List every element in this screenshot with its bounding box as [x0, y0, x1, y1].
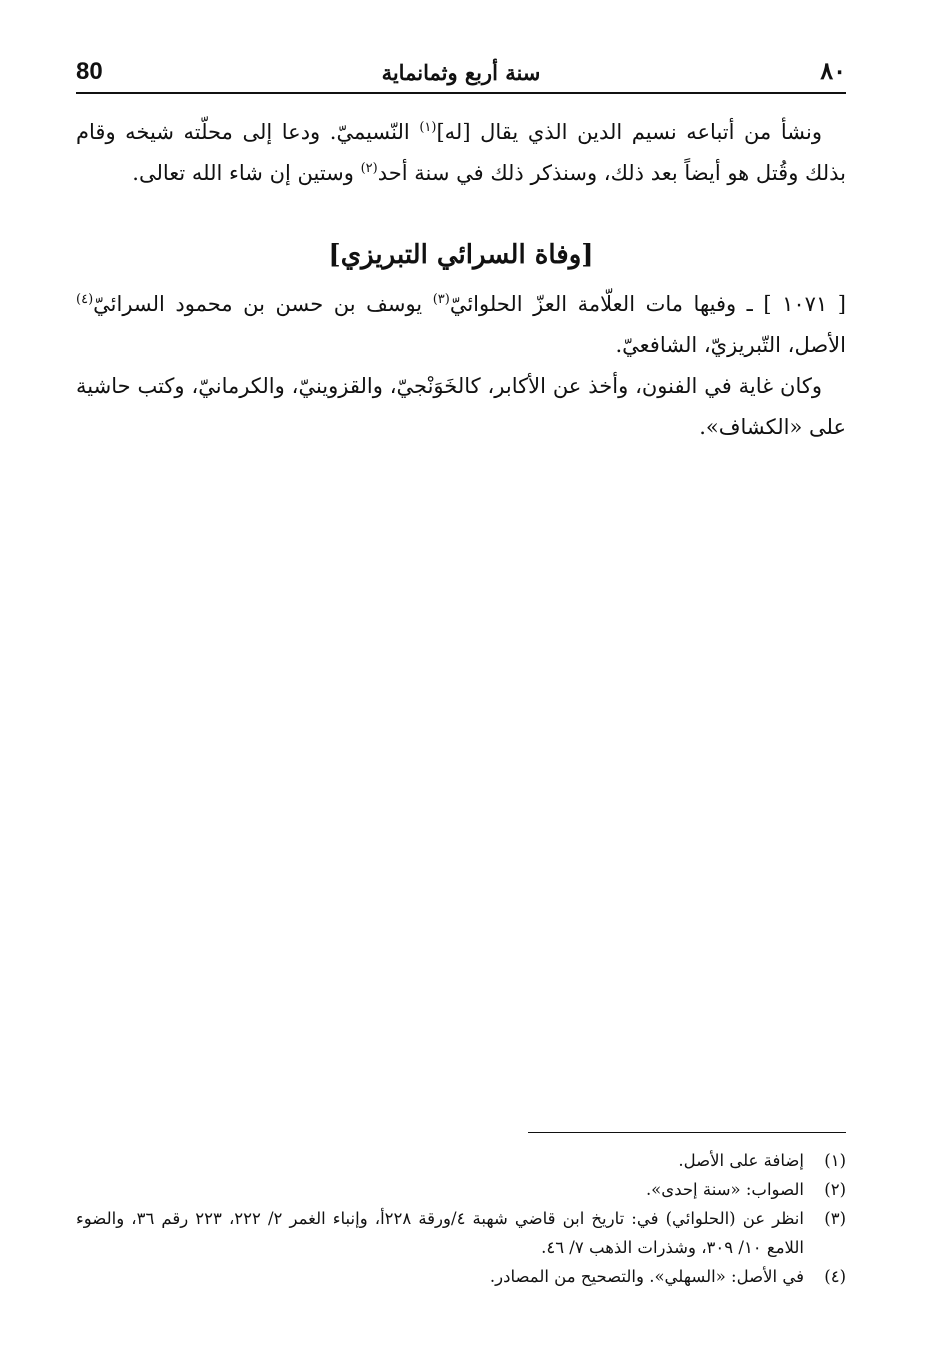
footnote-ref-2: (٢)	[360, 161, 378, 176]
entry-text-b: يوسف بن حسن بن محمود السرائيّ	[93, 292, 433, 316]
footnote-divider	[528, 1132, 846, 1133]
footnote-item	[76, 1146, 846, 1175]
entry-text-a: [ ١٠٧١ ] ـ وفيها مات العلّامة العزّ الحلوائيّ	[449, 292, 846, 316]
running-title: سنة أربع وثمانماية	[381, 60, 541, 85]
paragraph-biography-text: وكان غاية في الفنون، وأخذ عن الأكابر، كالخَوَنْجيّ، والقزوينيّ، والكرمانيّ، وكتب حاشية على «الكشاف».	[76, 374, 846, 439]
footnote-number: (٢)	[824, 1180, 846, 1199]
footnote-item	[76, 1262, 846, 1291]
page-number-arabic: ٨٠	[820, 56, 846, 85]
footnote-text: في الأصل: «السهلي». والتصحيح من المصادر.	[489, 1267, 804, 1286]
footnote-ref-1: (١)	[419, 120, 437, 135]
footnote-number: (٤)	[824, 1267, 846, 1286]
footnote-text: إضافة على الأصل.	[678, 1151, 804, 1170]
footnote-item	[76, 1204, 846, 1262]
page-header	[76, 56, 846, 94]
footnote-item	[76, 1175, 846, 1204]
section-heading: [وفاة السرائي التبريزي]	[328, 240, 594, 270]
entry-text-c: الأصل، التّبريزيّ، الشافعيّ.	[615, 333, 846, 357]
paragraph-intro-text-c: وستين إن شاء الله تعالى.	[132, 161, 361, 185]
paragraph-biography	[76, 366, 846, 448]
footnote-text: انظر عن (الحلوائي) في: تاريخ ابن قاضي شهبة ٤/ورقة ٢٢٨أ، وإنباء الغمر ٢/ ٢٢٢، ٢٢٣ رقم ٣٦، والضوء اللامع ١٠/ ٣٠٩، وشذرات الذهب ٧/ ٤٦.	[76, 1209, 804, 1257]
footnote-ref-4: (٤)	[76, 292, 94, 307]
page-number-latin: 80	[76, 58, 103, 85]
footnote-ref-3: (٣)	[432, 292, 450, 307]
entry-paragraph	[76, 284, 846, 366]
paragraph-intro-text-b: النّسيميّ. ودعا إلى محلّته شيخه وقام بذلك وقُتل هو أيضاً بعد ذلك، وسنذكر ذلك في سنة أحد	[76, 120, 846, 185]
footnote-text: الصواب: «سنة إحدى».	[645, 1180, 804, 1199]
footnote-number: (١)	[824, 1151, 846, 1170]
paragraph-intro-text-a: ونشأ من أتباعه نسيم الدين الذي يقال [له]	[436, 120, 822, 144]
footnotes	[76, 1146, 846, 1291]
paragraph-intro	[76, 112, 846, 194]
footnote-number: (٣)	[824, 1209, 846, 1228]
